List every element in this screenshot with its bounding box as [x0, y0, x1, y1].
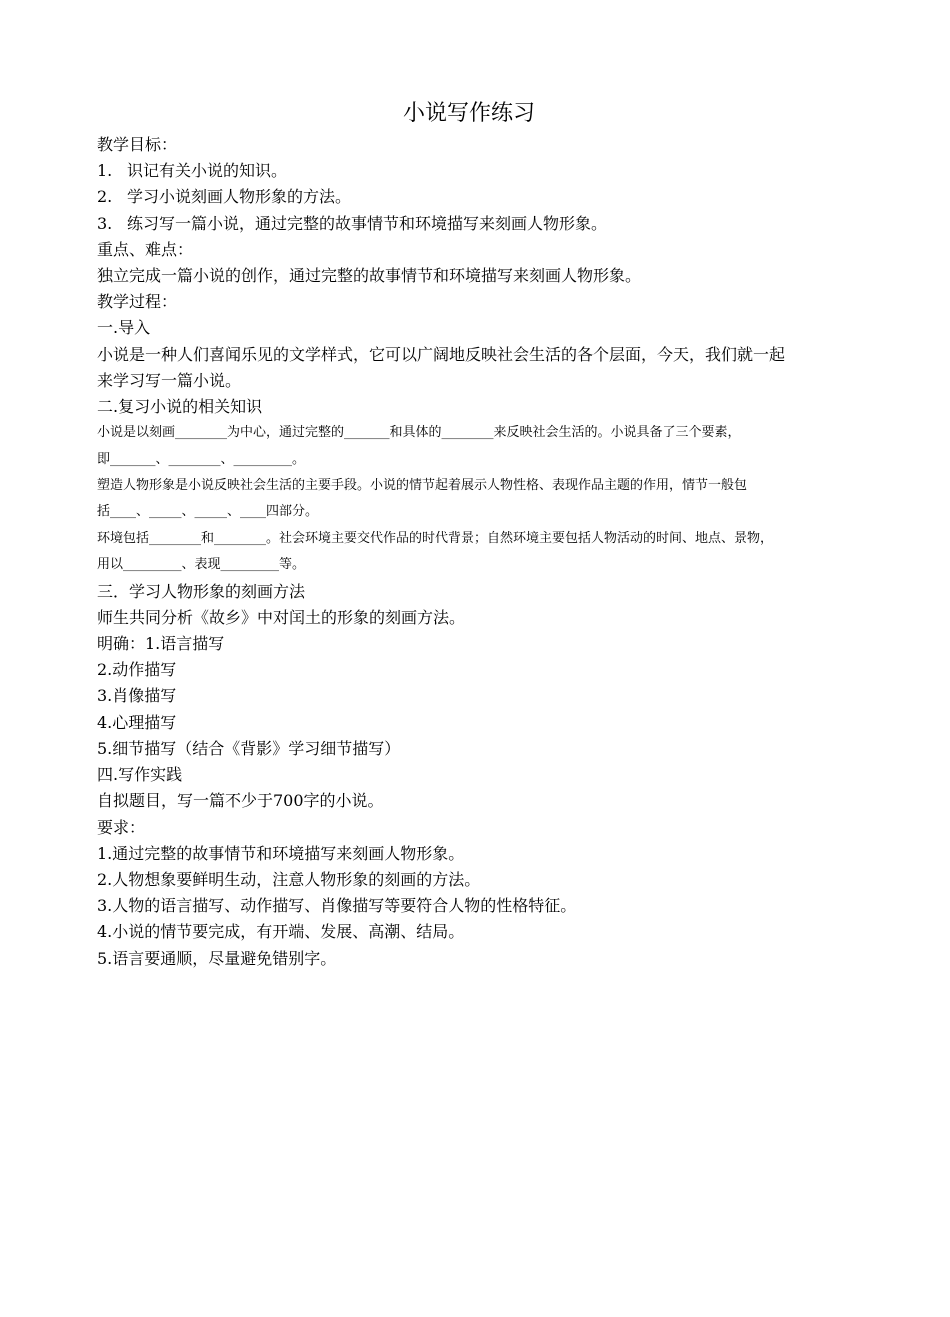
goal-number: 1. — [97, 161, 113, 181]
process-heading: 教学过程： — [97, 292, 178, 312]
section-2-heading: 二.复习小说的相关知识 — [97, 397, 263, 417]
requirement-item: 5.语言要通顺，尽量避免错别字。 — [97, 948, 337, 968]
fill-blank-line: 括____、_____、_____、____四部分。 — [97, 504, 319, 520]
goal-item — [97, 158, 867, 184]
requirements-heading: 要求： — [97, 817, 146, 837]
method-item: 3.肖像描写 — [97, 686, 177, 706]
goals-heading: 教学目标： — [97, 135, 178, 154]
goal-text: 学习小说刻画人物形象的方法。 — [127, 187, 352, 207]
method-item: 明确：1.语言描写 — [97, 634, 225, 654]
fill-blank-line: 小说是以刻画________为中心，通过完整的_______和具体的________来反映社会生活的。小说具备了三个要素， — [97, 425, 741, 441]
goal-item — [97, 184, 867, 210]
document-page — [97, 96, 867, 972]
goal-text: 练习写一篇小说，通过完整的故事情节和环境描写来刻画人物形象。 — [127, 213, 608, 233]
method-item: 2.动作描写 — [97, 660, 177, 680]
section-1-paragraph-line: 来学习写一篇小说。 — [97, 370, 242, 390]
section-3-intro: 师生共同分析《故乡》中对闰土的形象的刻画方法。 — [97, 607, 466, 627]
goal-number: 2. — [97, 187, 113, 207]
focus-text: 独立完成一篇小说的创作，通过完整的故事情节和环境描写来刻画人物形象。 — [97, 266, 642, 286]
goal-text: 识记有关小说的知识。 — [127, 161, 288, 181]
requirement-item: 1.通过完整的故事情节和环境描写来刻画人物形象。 — [97, 843, 465, 863]
fill-blank-line: 塑造人物形象是小说反映社会生活的主要手段。小说的情节起着展示人物性格、表现作品主题的作用，情节一般包 — [97, 478, 748, 494]
section-3-heading: 三．学习人物形象的刻画方法 — [97, 581, 306, 601]
method-item: 4.心理描写 — [97, 712, 177, 732]
section-4-heading: 四.写作实践 — [97, 765, 183, 785]
section-1-paragraph-line: 小说是一种人们喜闻乐见的文学样式，它可以广阔地反映社会生活的各个层面，今天，我们就一起 — [97, 344, 786, 364]
requirement-item: 4.小说的情节要完成，有开端、发展、高潮、结局。 — [97, 922, 465, 942]
section-4-task: 自拟题目，写一篇不少于700字的小说。 — [97, 791, 384, 811]
fill-blank-line: 环境包括________和________。社会环境主要交代作品的时代背景；自然环境主要包括人物活动的时间、地点、景物， — [97, 530, 774, 546]
goal-number: 3. — [97, 213, 113, 233]
focus-heading: 重点、难点： — [97, 239, 194, 259]
fill-blank-line: 即_______、________、_________。 — [97, 451, 306, 467]
requirement-item: 2.人物想象要鲜明生动，注意人物形象的刻画的方法。 — [97, 869, 481, 889]
section-1-heading: 一.导入 — [97, 318, 151, 338]
fill-blank-line: 用以_________、表现_________等。 — [97, 557, 306, 573]
goal-item — [97, 211, 867, 237]
requirement-item: 3.人物的语言描写、动作描写、肖像描写等要符合人物的性格特征。 — [97, 896, 577, 916]
document-title: 小说写作练习 — [402, 101, 535, 126]
method-item: 5.细节描写（结合《背影》学习细节描写） — [97, 738, 401, 758]
